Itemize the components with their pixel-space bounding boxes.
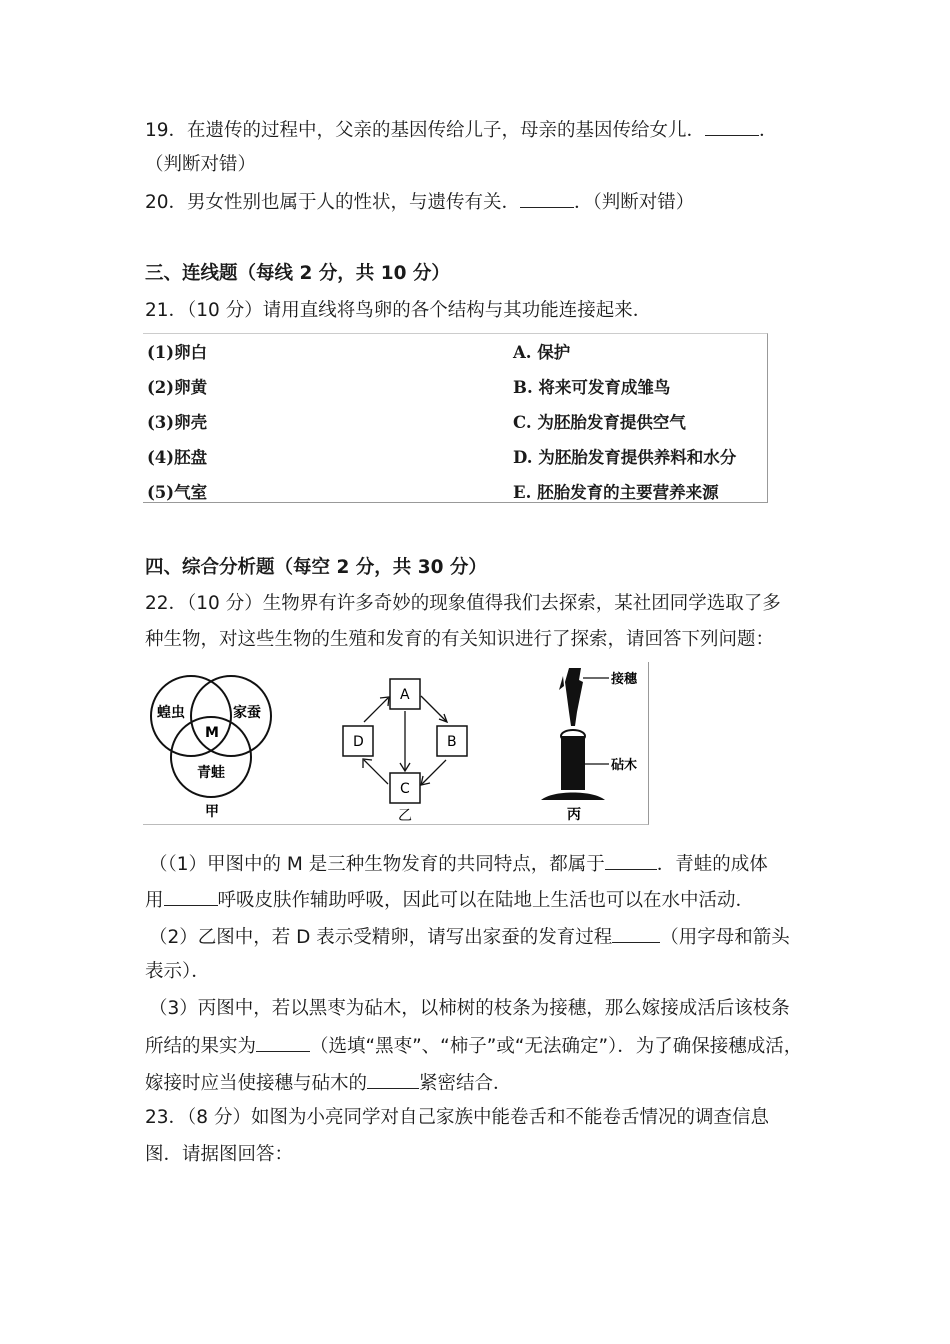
q22-p2-blank[interactable] [612, 924, 660, 943]
structure-item[interactable]: (3)卵壳 [147, 413, 208, 432]
figure-bing-grafting [541, 668, 638, 823]
venn-label-locust: 蝗虫 [157, 705, 185, 721]
q22-stem-line1: 22．（10 分）生物界有许多奇妙的现象值得我们去探索，某社团同学选取了多 [145, 593, 781, 614]
q22-p1-blank1[interactable] [605, 851, 657, 870]
q22-p3-blank1[interactable] [256, 1033, 310, 1052]
venn-label-center: M [205, 725, 219, 741]
function-item[interactable]: C. 为胚胎发育提供空气 [513, 413, 686, 432]
section4-heading: 四、综合分析题（每空 2 分，共 30 分） [145, 557, 487, 578]
q20-line: 20．男女性别也属于人的性状，与遗传有关． ．（判断对错） [145, 189, 694, 215]
q21-matching-table [143, 333, 768, 503]
cycle-label-a: A [400, 687, 410, 703]
venn-label-silkworm: 家蚕 [233, 705, 261, 721]
structure-item[interactable]: (5)气室 [147, 483, 208, 502]
q22-figures-svg [143, 662, 648, 824]
match-row [143, 474, 767, 508]
match-row [143, 334, 767, 368]
q22-figures [143, 662, 649, 825]
q22-part3-line3: 嫁接时应当使接穗与砧木的 紧密结合． [145, 1070, 512, 1096]
scion-bud [559, 676, 564, 690]
cycle-label-d: D [353, 734, 364, 750]
arrow-a-to-b [421, 696, 446, 721]
arrow-d-to-a [364, 698, 388, 722]
function-item[interactable]: B. 将来可发育成雏鸟 [513, 378, 671, 397]
figure-jia-label: 甲 [205, 804, 219, 820]
structure-item[interactable]: (1)卵白 [147, 343, 208, 362]
q19-answer-blank[interactable] [705, 117, 759, 136]
q22-part2-line1: （2）乙图中，若 D 表示受精卵，请写出家蚕的发育过程 （用字母和箭头 [149, 924, 790, 950]
venn-label-frog: 青蛙 [197, 765, 225, 781]
soil-mound [541, 793, 605, 801]
function-item[interactable]: E. 胚胎发育的主要营养来源 [513, 483, 719, 502]
structure-item[interactable]: (2)卵黄 [147, 378, 208, 397]
q22-p3-blank2[interactable] [367, 1070, 419, 1089]
function-item[interactable]: A. 保护 [513, 343, 571, 362]
q22-part1-line2: 用 呼吸皮肤作辅助呼吸，因此可以在陆地上生活也可以在水中活动． [145, 887, 754, 913]
q22-part2-line2: 表示）． [145, 961, 210, 982]
rootstock-trunk [561, 736, 585, 790]
match-row [143, 404, 767, 438]
q20-answer-blank[interactable] [520, 189, 574, 208]
q19-line2: （判断对错） [145, 154, 257, 175]
scion-label: 接穗 [611, 672, 638, 687]
cycle-label-c: C [400, 781, 410, 797]
q21-stem: 21．（10 分）请用直线将鸟卵的各个结构与其功能连接起来． [145, 300, 652, 321]
figure-jia-venn [151, 676, 271, 820]
function-item[interactable]: D. 为胚胎发育提供养料和水分 [513, 448, 737, 467]
q22-part3-line2: 所结的果实为 （选填“黑枣”、“柿子”或“无法确定”）．为了确保接穗成活， [145, 1033, 802, 1059]
scion-branch [565, 668, 583, 726]
figure-yi-cycle [343, 679, 467, 824]
match-row [143, 439, 767, 473]
q22-p1-blank2[interactable] [164, 887, 218, 906]
cycle-label-b: B [447, 734, 457, 750]
q22-part3-line1: （3）丙图中，若以黑枣为砧木，以柿树的枝条为接穗，那么嫁接成活后该枝条 [149, 998, 790, 1019]
match-row [143, 369, 767, 403]
q23-line2: 图．请据图回答： [145, 1144, 294, 1165]
section3-heading: 三、连线题（每线 2 分，共 10 分） [145, 263, 450, 284]
structure-item[interactable]: (4)胚盘 [147, 448, 208, 467]
figure-bing-label: 丙 [567, 807, 581, 823]
stock-label: 砧木 [611, 758, 638, 773]
figure-yi-label: 乙 [398, 808, 412, 824]
q22-stem-line2: 种生物，对这些生物的生殖和发育的有关知识进行了探索，请回答下列问题： [145, 629, 775, 650]
q23-line1: 23．（8 分）如图为小亮同学对自己家族中能卷舌和不能卷舌情况的调查信息 [145, 1107, 769, 1128]
arrow-c-to-d [364, 760, 388, 784]
q19-line1: 19．在遗传的过程中，父亲的基因传给儿子，母亲的基因传给女儿． ． [145, 117, 778, 143]
q22-part1-line1: （（1）甲图中的 M 是三种生物发育的共同特点，都属于 ．青蛙的成体 [149, 851, 768, 877]
arrow-b-to-c [422, 760, 446, 784]
